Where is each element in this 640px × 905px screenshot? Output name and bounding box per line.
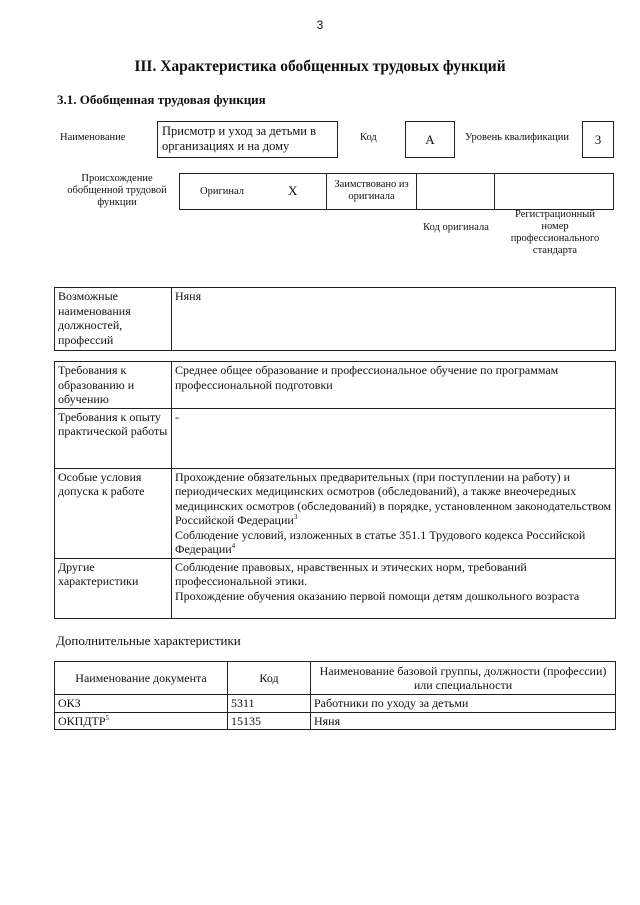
requirement-label: Другие характеристики (55, 558, 172, 618)
requirement-value-cell (172, 558, 616, 618)
header-code: Код (228, 662, 311, 695)
code-label: Код (360, 132, 377, 143)
requirement-value: Среднее общее образование и профессиональное обучение по программам профессиональной подготовки (172, 362, 616, 409)
original-code-caption: Код оригинала (423, 222, 489, 233)
table-row (55, 695, 616, 713)
name-label: Наименование (60, 132, 126, 143)
footnote-ref: 5 (105, 713, 110, 722)
requirement-label: Требования к образованию и обучению (55, 362, 172, 409)
table-row (55, 468, 616, 558)
requirement-value-cell (172, 468, 616, 558)
qualification-value: 3 (582, 121, 614, 158)
requirements-table (54, 361, 616, 619)
code-value: А (405, 121, 455, 158)
section-title: III. Характеристика обобщенных трудовых функций (134, 58, 506, 75)
subsection-title: 3.1. Обобщенная трудовая функция (57, 92, 266, 107)
table-row (55, 362, 616, 409)
positions-value: Няня (172, 288, 616, 351)
borrowed-cell: Заимствовано из оригинала (326, 173, 417, 210)
original-cell (179, 173, 327, 210)
name-cell: Няня (311, 712, 616, 730)
qualification-label: Уровень квалификации (465, 132, 570, 143)
footnote-ref: 3 (293, 513, 298, 521)
original-label: Оригинал (200, 186, 244, 197)
reg-number-cell (494, 173, 614, 210)
header-name: Наименование базовой группы, должности (профессии) или специальности (311, 662, 616, 695)
code-cell: 5311 (228, 695, 311, 713)
positions-label: Возможные наименования должностей, профессий (55, 288, 172, 351)
requirement-value: - (172, 408, 616, 468)
table-header-row (55, 662, 616, 695)
doc-name: ОКЗ (58, 696, 81, 710)
requirement-value-2: Соблюдение условий, изложенных в статье 351.1 Трудового кодекса Российской Федерации (175, 527, 586, 556)
header-doc: Наименование документа (55, 662, 228, 695)
table-row (55, 712, 616, 730)
name-value: Присмотр и уход за детьми в организациях и на дому (157, 121, 338, 158)
code-cell: 15135 (228, 712, 311, 730)
origin-label: Происхождение обобщенной трудовой функции (67, 173, 167, 208)
table-row (55, 408, 616, 468)
name-cell: Работники по уходу за детьми (311, 695, 616, 713)
doc-cell (55, 695, 228, 713)
page-number: 3 (316, 18, 324, 32)
requirement-value-2: Прохождение обучения оказанию первой помощи детям дошкольного возраста (175, 588, 580, 603)
requirement-label: Особые условия допуска к работе (55, 468, 172, 558)
requirement-value: Прохождение обязательных предварительных (при поступлении на работу) и периодических медицинских осмотров (обследований), а также внеочередных медицинских осмотров (обследований) в порядке, установленном законодательством Российской Федерации (175, 469, 612, 527)
requirement-value: Соблюдение правовых, нравственных и этических норм, требований профессиональной этики. (175, 559, 527, 588)
additional-title: Дополнительные характеристики (56, 633, 241, 648)
footnote-ref: 4 (231, 542, 236, 550)
doc-name: ОКПДТР (58, 713, 106, 728)
doc-cell (55, 712, 228, 730)
requirement-label: Требования к опыту практической работы (55, 408, 172, 468)
table-row (55, 558, 616, 618)
original-code-cell (416, 173, 495, 210)
reg-number-caption: Регистрационный номер профессионального стандарта (510, 209, 600, 256)
additional-table (54, 661, 616, 730)
positions-table (54, 287, 616, 351)
original-mark: X (288, 183, 298, 198)
